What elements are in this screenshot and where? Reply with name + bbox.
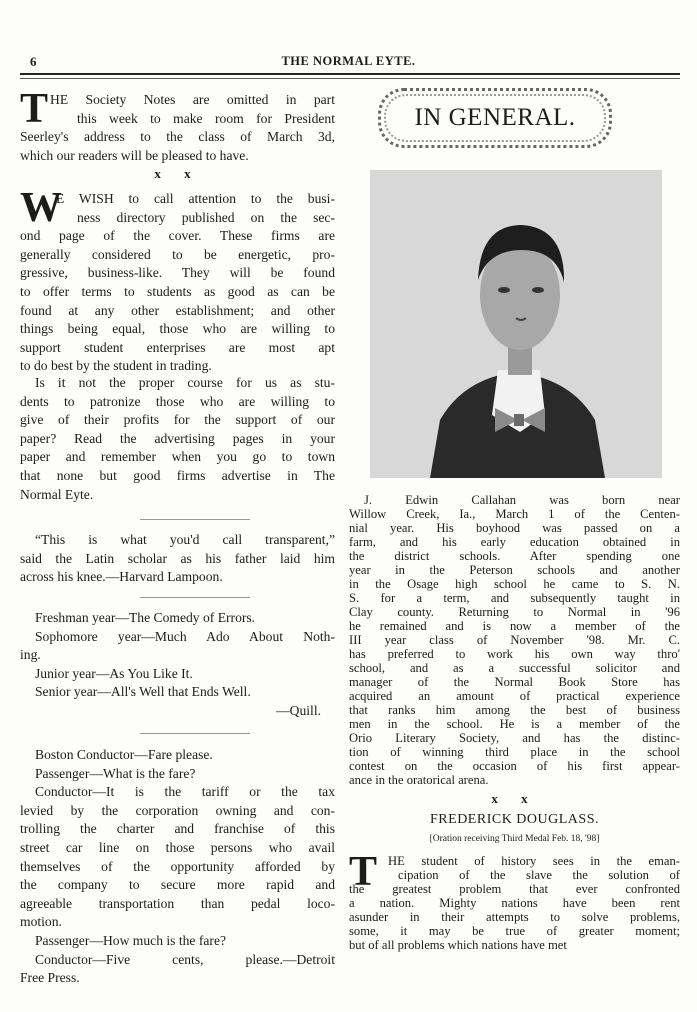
text-line: dents to patronize those who are willing to — [20, 393, 335, 409]
text-line: school, and as a successful solicitor and — [349, 661, 680, 675]
business-directory-paragraph — [20, 185, 335, 376]
patronage-paragraph — [20, 374, 335, 504]
text-line: Conductor—Five cents, please.—Detroit — [35, 951, 335, 967]
ornament-divider: x x — [491, 791, 538, 806]
text-line: the greatest problem that ever confronted — [349, 882, 680, 896]
text-line: Passenger—What is the fare? — [35, 765, 196, 781]
text-line: support student enterprises are most apt — [20, 339, 335, 355]
text-line: found at any other establishment; and other — [20, 302, 335, 318]
text-line: Passenger—How much is the fare? — [35, 932, 227, 948]
text-line: S. for a term, and subsequently taught in — [349, 591, 680, 605]
text-line: “This is what you'd call transparent,” — [35, 532, 335, 547]
drop-cap: W — [20, 185, 62, 231]
text-line: levied by the corporation owning and con- — [20, 802, 335, 818]
text-line: Freshman year—The Comedy of Errors. — [35, 610, 256, 625]
text-line: Seerley's address to the class of March 3d, — [20, 129, 335, 145]
drop-cap: T — [349, 849, 378, 895]
text-line: Normal Eyte. — [20, 486, 94, 502]
text-line: said the Latin scholar as his father laid him — [20, 550, 335, 566]
text-line: manager of the Normal Book Store has — [349, 675, 680, 689]
text-line: Clay county. Returning to Normal in '96 — [349, 605, 680, 619]
lampoon-joke — [20, 531, 335, 587]
text-line: HE student of history sees in the eman- — [388, 854, 680, 868]
left-column — [20, 0, 335, 1012]
text-line: generally considered to be energetic, pro- — [20, 246, 335, 262]
text-line: Conductor—It is the tariff or the tax — [35, 784, 335, 800]
text-line: asunder in their attempts to solve problems, — [349, 910, 680, 924]
text-line: year in the Peterson schools and another — [349, 563, 680, 577]
text-line: ance in the oratorical arena. — [349, 773, 489, 787]
text-line: Junior year—As You Like It. — [35, 665, 193, 681]
text-line: to do best by the student in trading. — [20, 358, 212, 374]
callahan-biography — [349, 493, 680, 787]
separator-rule — [140, 519, 250, 520]
text-line: in the Osage high school he came to S. N. — [349, 577, 680, 591]
text-line: J. Edwin Callahan was born near — [364, 493, 680, 507]
conductor-joke — [20, 746, 335, 988]
text-line: agreeable transportation than pedal loco- — [20, 895, 335, 911]
text-line: HE Society Notes are omitted in part — [50, 92, 335, 107]
article-subtitle: [Oration receiving Third Medal Feb. 18, '98] — [429, 834, 600, 844]
text-line: that ranks him among the best of business — [349, 703, 680, 717]
college-years-joke — [20, 609, 335, 702]
text-line: acquired an amount of practical experience — [349, 689, 680, 703]
douglass-oration — [349, 849, 680, 952]
article-title: FREDERICK DOUGLASS. — [430, 812, 599, 827]
text-line: motion. — [20, 914, 62, 930]
text-line: Free Press. — [20, 970, 80, 986]
ornament-divider: x x — [154, 166, 201, 181]
quill-signature: —Quill. — [276, 703, 321, 718]
page-number: 6 — [30, 54, 37, 69]
text-line: across his knee.—Harvard Lampoon. — [20, 569, 223, 585]
text-line: street car line on those persons who avail — [20, 839, 335, 855]
text-line: things being equal, those who are willing to — [20, 321, 335, 337]
running-title: THE NORMAL EYTE. — [281, 54, 416, 68]
text-line: trolling the charter and franchise of this — [20, 821, 335, 837]
text-line: Sophomore year—Much Ado About Noth- — [35, 628, 335, 644]
separator-rule — [140, 597, 250, 598]
text-line: the company to secure more rapid and — [20, 877, 335, 893]
separator-rule — [140, 733, 250, 734]
text-line: some, it may be true of greater moment; — [349, 924, 680, 938]
text-line: paper? Read the advertising pages in your — [20, 430, 335, 446]
text-line: III year class of November '98. Mr. C. — [349, 633, 680, 647]
text-line: he remained and is now a member of the — [349, 619, 680, 633]
text-line: but of all problems which nations have met — [349, 938, 567, 952]
text-line: ness directory published on the sec- — [77, 209, 335, 225]
text-line: this week to make room for President — [77, 110, 335, 126]
text-line: Senior year—All's Well that Ends Well. — [35, 684, 251, 700]
text-line: men in the school. He is a member of the — [349, 717, 680, 731]
text-line: ing. — [20, 647, 41, 663]
text-line: themselves of the opportunity afforded by — [20, 858, 335, 874]
right-column — [349, 0, 680, 1012]
text-line: gressive, business-like. They will be found — [20, 265, 335, 281]
text-line: that none but good firms advertise in The — [20, 467, 335, 483]
text-line: tion of winning third place in the school — [349, 745, 680, 759]
text-line: Orio Literary Society, and has the distinc- — [349, 731, 680, 745]
text-line: farm, and his early education obtained in — [349, 535, 680, 549]
drop-cap: T — [20, 86, 49, 132]
text-line: contest on the occasion of his first appear- — [349, 759, 680, 773]
section-heading-text: IN GENERAL. — [414, 104, 576, 131]
text-line: E WISH to call attention to the busi- — [56, 191, 335, 206]
society-notes-paragraph — [20, 86, 335, 165]
text-line: give of their profits for the support of our — [20, 412, 335, 428]
text-line: to offer terms to students as good as can be — [20, 283, 335, 299]
text-line: paper and remember when you go to town — [20, 449, 335, 465]
text-line: has preferred to work his own way thro' — [349, 647, 680, 661]
text-line: a nation. Mighty nations have been rent — [349, 896, 680, 910]
text-line: Willow Creek, Ia., March 1 of the Centen- — [349, 507, 680, 521]
text-line: ond page of the cover. These firms are — [20, 228, 335, 244]
text-line: Is it not the proper course for us as stu- — [35, 375, 335, 390]
text-line: nial year. His boyhood was passed on a — [349, 521, 680, 535]
text-line: which our readers will be pleased to have. — [20, 147, 249, 163]
text-line: the district schools. After spending one — [349, 549, 680, 563]
text-line: Boston Conductor—Fare please. — [35, 747, 213, 762]
text-line: cipation of the slave the solution of — [398, 868, 680, 882]
